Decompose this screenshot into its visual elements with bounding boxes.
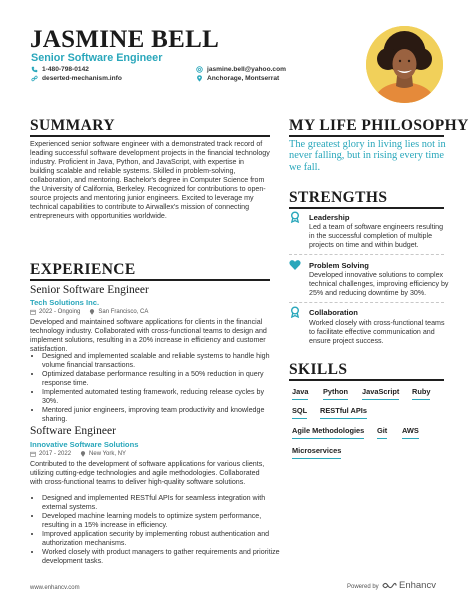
job-company: Tech Solutions Inc. [30,298,100,307]
philosophy-heading: MY LIFE PHILOSOPHY [289,117,469,134]
summary-text: Experienced senior software engineer with a demonstrated track record of leading successful software development projects in the financial technology industry. Proficient in Java, Python, and JavaScript, with expertise in building scalable and reliable systems. Skilled in problem-solving, collaboration, and mentoring. Bachelor's degree in Computer Science from the University of California, Berkeley. Recognized for contributions to open-source projects and mentoring junior engineers. Excited to leverage my technical capabilities to contribute to Airwallex's mission of connecting entrepreneurs with opportunities worldwide. [30,140,270,220]
ribbon-icon [289,306,301,318]
experience-heading: EXPERIENCE [30,261,136,278]
summary-divider [30,135,270,137]
candidate-name: JASMINE BELL [30,26,220,53]
location-contact [196,75,279,82]
list-item: • Designed and implemented scalable and reliable systems to handle high volume financial transactions. [42,352,280,370]
summary-heading: SUMMARY [30,117,115,134]
link-icon [31,75,38,82]
email-text: jasmine.bell@yahoo.com [207,66,286,73]
job-dates: 2022 - Ongoing [39,309,81,315]
skill-tag: AWS [402,426,419,439]
calendar-icon [30,309,36,315]
skill-tag: Git [377,426,387,439]
strength-text: Worked closely with cross-functional teams to facilitate effective communication and ensure project success. [309,319,445,345]
strength-divider [289,302,444,303]
strength-title: Leadership [309,213,350,222]
heart-icon [289,259,301,271]
job-dates: 2017 - 2022 [39,451,72,457]
location-pin-icon [80,451,86,457]
calendar-icon [30,451,36,457]
job-location: New York, NY [89,451,127,457]
skill-tag: Ruby [412,387,430,400]
job-bullets [30,494,280,566]
location-pin-icon [89,309,95,315]
profile-photo-icon [366,26,443,103]
skill-tag: JavaScript [362,387,399,400]
strength-title: Collaboration [309,308,358,317]
list-item: • Optimized database performance resulting in a 50% reduction in query response time. [42,370,280,388]
list-item: • Developed machine learning models to optimize system performance, resulting in a 15% increase in efficiency. [42,512,280,530]
list-item: • Designed and implemented RESTful APIs for seamless integration with external systems. [42,494,280,512]
philosophy-quote: The greatest glory in living lies not in never falling, but in rising every time we fall. [289,139,446,173]
experience-divider [30,279,270,281]
job-location: San Francisco, CA [98,309,149,315]
footer-brand-name: Enhancv [399,580,436,591]
skill-tag: Microservices [292,446,341,459]
email-contact[interactable] [196,66,286,73]
job-bullets [30,352,280,424]
list-item: • Improved application security by implementing robust authentication and authorization mechanisms. [42,530,280,548]
skill-tag: Python [323,387,348,400]
job-meta [30,309,148,315]
list-item: • Mentored junior engineers, improving team productivity and knowledge sharing. [42,406,280,424]
job-role: Software Engineer [30,425,116,437]
strength-title: Problem Solving [309,261,369,270]
strength-text: Developed innovative solutions to complex technical challenges, improving efficiency by 25% and reducing downtime by 30%. [309,271,449,297]
skills-heading: SKILLS [289,361,348,378]
ribbon-icon [289,211,301,223]
list-item: • Implemented automated testing framework, reducing release cycles by 30%. [42,388,280,406]
job-meta [30,451,126,457]
skill-tag: Java [292,387,308,400]
at-icon [196,66,203,73]
job-description: Developed and maintained software applications for clients in the financial technology industry. Collaborated with cross-functional teams to design and implement solutions, resulting in a 20% increase in efficiency and customer satisfaction. [30,318,267,353]
skills-divider [289,379,444,381]
candidate-title: Senior Software Engineer [31,52,163,64]
list-item: • Worked closely with product managers to gather requirements and prioritize development tasks. [42,548,280,566]
location-text: Anchorage, Montserrat [207,75,280,82]
strengths-heading: STRENGTHS [289,189,388,206]
job-company: Innovative Software Solutions [30,440,139,449]
website-text: deserted-mechanism.info [42,75,122,82]
job-description: Contributed to the development of software applications for various clients, utilizing cutting-edge technologies and agile methodologies. Collaborated with cross-functional teams to deliver high-quality software solutions. [30,460,265,486]
job-role: Senior Software Engineer [30,284,149,296]
footer-powered-by: Powered by [347,584,379,590]
location-pin-icon [196,75,203,82]
skill-tag: Agile Methodologies [292,426,364,439]
avatar [366,26,443,103]
phone-icon [31,66,38,73]
skill-tag: SQL [292,406,307,419]
strength-text: Led a team of software engineers resulting in the successful completion of multiple projects on time and within budget. [309,223,444,249]
skill-tag: RESTful APIs [320,406,367,419]
footer-website[interactable]: www.enhancv.com [30,585,80,591]
footer-brand[interactable] [382,580,436,591]
phone-contact [31,66,89,73]
phone-text: 1-480-798-0142 [42,66,89,73]
strengths-divider [289,207,444,209]
strength-divider [289,254,444,255]
website-contact[interactable] [31,75,122,82]
enhancv-logo-icon [382,581,397,590]
philosophy-divider [289,135,444,137]
